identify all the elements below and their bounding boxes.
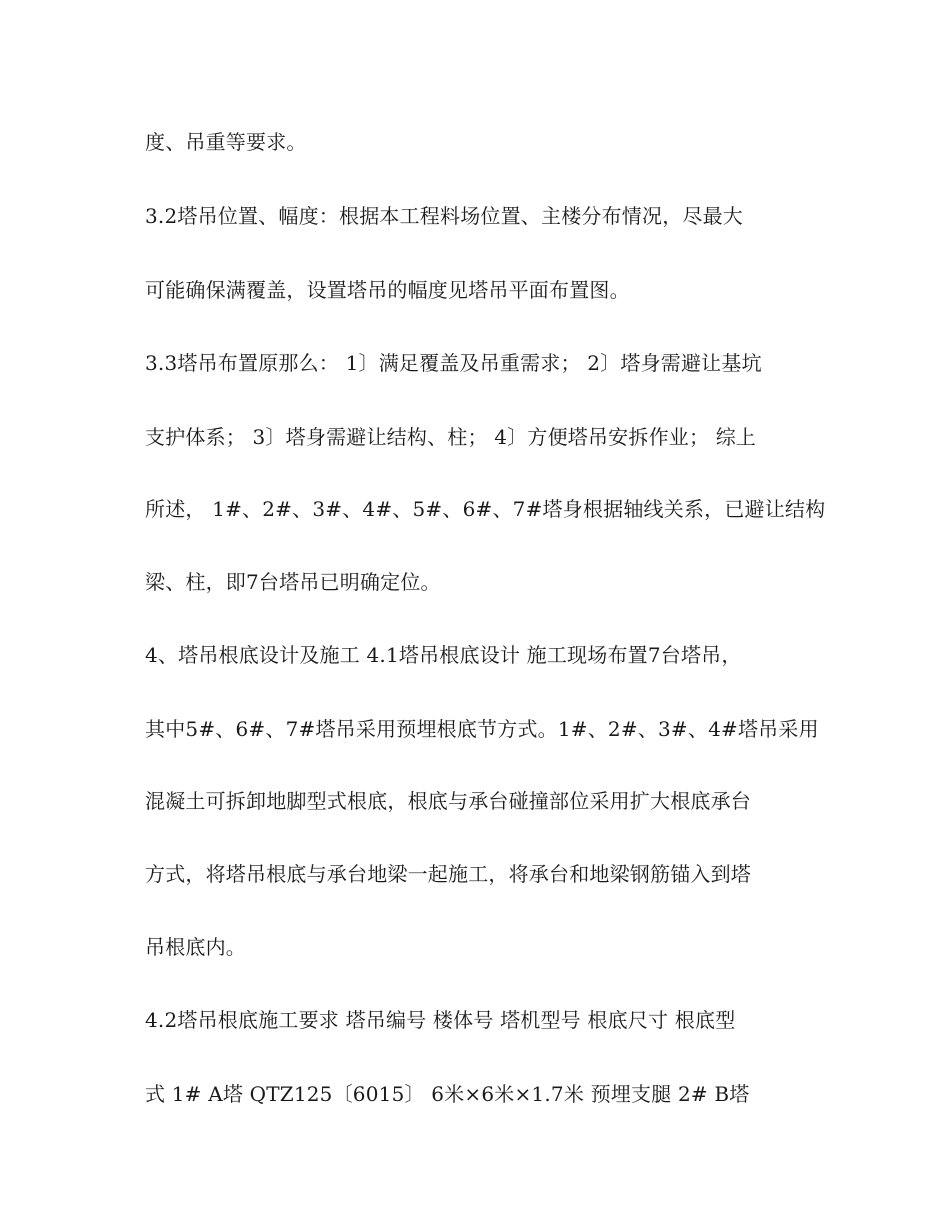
text-line: 3.2塔吊位置、幅度：根据本工程料场位置、主楼分布情况，尽最大 <box>145 204 744 228</box>
text-line: 梁、柱，即7台塔吊已明确定位。 <box>145 570 441 594</box>
text-line: 4.2塔吊根底施工要求 塔吊编号 楼体号 塔机型号 根底尺寸 根底型 <box>145 1008 736 1032</box>
text-line: 式 1# A塔 QTZ125〔6015〕 6米×6米×1.7米 预埋支腿 2# B塔 <box>145 1082 750 1106</box>
text-line: 方式，将塔吊根底与承台地梁一起施工，将承台和地梁钢筋锚入到塔 <box>145 862 751 886</box>
text-line: 可能确保满覆盖，设置塔吊的幅度见塔吊平面布置图。 <box>145 278 630 302</box>
text-line: 度、吊重等要求。 <box>145 130 307 154</box>
text-line: 4、塔吊根底设计及施工 4.1塔吊根底设计 施工现场布置7台塔吊， <box>145 643 742 667</box>
text-line: 混凝土可拆卸地脚型式根底，根底与承台碰撞部位采用扩大根底承台 <box>145 789 751 813</box>
text-line: 吊根底内。 <box>145 935 246 959</box>
text-line: 所述， 1#、2#、3#、4#、5#、6#、7#塔身根据轴线关系，已避让结构 <box>145 497 826 521</box>
text-line: 支护体系； 3〕塔身需避让结构、柱； 4〕方便塔吊安拆作业； 综上 <box>145 425 757 449</box>
text-line: 其中5#、6#、7#塔吊采用预埋根底节方式。1#、2#、3#、4#塔吊采用 <box>145 717 819 741</box>
text-line: 3.3塔吊布置原那么： 1〕满足覆盖及吊重需求； 2〕塔身需避让基坑 <box>145 351 762 375</box>
